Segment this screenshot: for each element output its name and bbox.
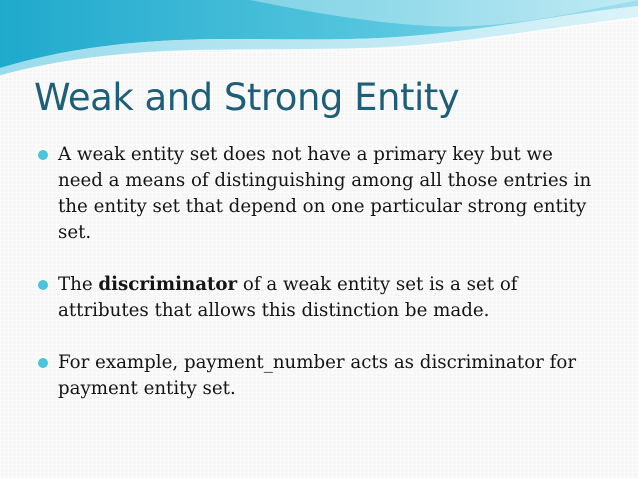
bullet-text-lead: The	[58, 274, 99, 295]
bullet-item-discriminator	[38, 272, 598, 324]
bullet-item-weak-entity-definition	[38, 142, 598, 246]
bullet-text-rest: of a weak entity set is a set of attributes that allows this distinction be made.	[58, 274, 518, 321]
slide-title: Weak and Strong Entity	[34, 76, 460, 119]
bullet-text-bold-term: discriminator	[98, 274, 238, 295]
header-wave-decoration	[0, 0, 638, 80]
bullet-list	[38, 142, 598, 428]
bullet-dot-icon	[38, 150, 48, 160]
bullet-item-example	[38, 350, 598, 402]
bullet-dot-icon	[38, 358, 48, 368]
bullet-text: A weak entity set does not have a primary key but we need a means of distinguishing among all those entries in the entity set that depend on one particular strong entity set.	[58, 144, 592, 243]
bullet-text: For example, payment_number acts as discriminator for payment entity set.	[58, 352, 577, 399]
bullet-dot-icon	[38, 280, 48, 290]
